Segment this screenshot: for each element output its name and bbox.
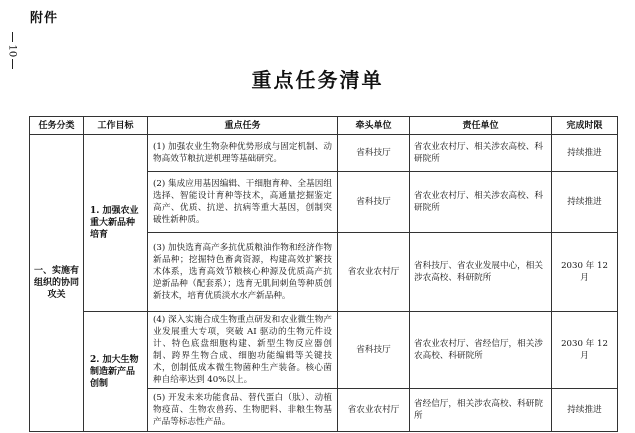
goal-cell: 1. 加强农业重大新品种培育	[84, 135, 148, 312]
col-header-task: 重点任务	[148, 117, 338, 135]
page-number-rule-top	[12, 32, 13, 42]
document-title: 重点任务清单	[251, 68, 384, 92]
col-header-category: 任务分类	[30, 117, 84, 135]
task-cell: (4) 深入实施合成生物重点研发和农业微生物产业发展重大专项，突破 AI 驱动的生物元件设计、特色底盘细胞构建、新型生物反应器创制、跨界生物合成、细胞功能编辑等关键技术，创制低成本微生物菌种生产装备。核心菌种自给率达到 40%以上。	[148, 312, 338, 389]
task-table	[29, 116, 618, 432]
col-header-deadline: 完成时限	[552, 117, 618, 135]
col-header-goal: 工作目标	[84, 117, 148, 135]
task-cell: (2) 集成应用基因编辑、干细胞育种、全基因组选择、智能设计育种等技术，高通量挖掘鉴定高产、优质、抗逆、抗病等重大基因，创制突破性新种质。	[148, 172, 338, 233]
table-row	[30, 135, 618, 172]
lead-cell: 省农业农村厅	[338, 389, 410, 432]
goal-cell: 2. 加大生物制造新产品创制	[84, 312, 148, 432]
table-header-row	[30, 117, 618, 135]
responsible-cell: 省农业农村厅、相关涉农高校、科研院所	[410, 172, 552, 233]
responsible-cell: 省农业农村厅、省经信厅，相关涉农高校、科研院所	[410, 312, 552, 389]
task-cell: (3) 加快选育高产多抗优质粮油作物和经济作物新品种；挖掘特色畜禽资源，构建高效扩繁技术体系，选育高效节粮核心种源及优质高产抗逆新品种（配套系）；选育无肌间刺鱼等种质创新技术，培育优质淡水水产新品种。	[148, 233, 338, 312]
lead-cell: 省科技厅	[338, 172, 410, 233]
annex-label: 附件	[30, 11, 59, 26]
lead-cell: 省科技厅	[338, 312, 410, 389]
deadline-cell: 2030 年 12 月	[552, 233, 618, 312]
deadline-cell: 2030 年 12 月	[552, 312, 618, 389]
lead-cell: 省科技厅	[338, 135, 410, 172]
task-cell: (1) 加强农业生物杂种优势形成与固定机制、动物高效节粮抗逆机理等基础研究。	[148, 135, 338, 172]
responsible-cell: 省科技厅、省农业发展中心，相关涉农高校、科研院所	[410, 233, 552, 312]
col-header-responsible: 责任单位	[410, 117, 552, 135]
page-number-text: 10	[6, 44, 18, 58]
category-cell: 一、实施有组织的协同攻关	[30, 135, 84, 432]
table-row	[30, 312, 618, 389]
deadline-cell: 持续推进	[552, 172, 618, 233]
deadline-cell: 持续推进	[552, 389, 618, 432]
lead-cell: 省农业农村厅	[338, 233, 410, 312]
col-header-lead: 牵头单位	[338, 117, 410, 135]
responsible-cell: 省经信厅，相关涉农高校、科研院所	[410, 389, 552, 432]
deadline-cell: 持续推进	[552, 135, 618, 172]
responsible-cell: 省农业农村厅、相关涉农高校、科研院所	[410, 135, 552, 172]
task-cell: (5) 开发未来功能食品、替代蛋白（肽）、动植物疫苗、生物农兽药、生物肥料、非粮生物基产品等标志性产品。	[148, 389, 338, 432]
